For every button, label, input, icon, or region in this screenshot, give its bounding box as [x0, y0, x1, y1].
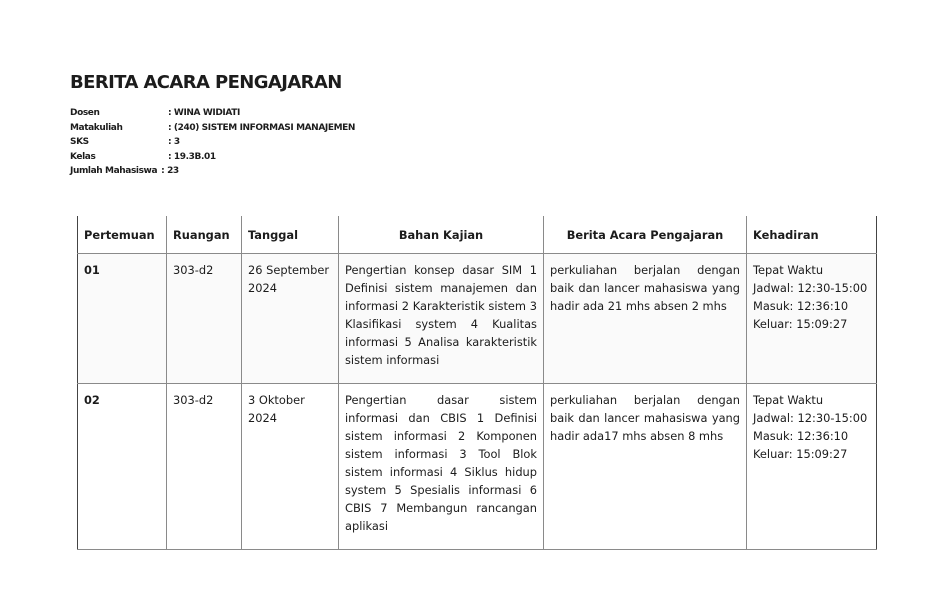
info-value: : WINA WIDIATI [168, 108, 240, 118]
table-row [78, 254, 877, 384]
kehadiran-jadwal: Jadwal: 12:30-15:00 [753, 411, 868, 425]
cell-tanggal: 3 Oktober 2024 [242, 384, 339, 550]
kehadiran-masuk: Masuk: 12:36:10 [753, 299, 849, 313]
info-label: Kelas [70, 151, 96, 162]
table-header-row [78, 216, 877, 254]
info-label: Matakuliah [70, 122, 123, 133]
info-value: : (240) SISTEM INFORMASI MANAJEMEN [168, 122, 356, 133]
page-title: BERITA ACARA PENGAJARAN [70, 72, 342, 93]
kehadiran-jadwal: Jadwal: 12:30-15:00 [753, 281, 868, 295]
info-kelas [70, 150, 355, 165]
cell-tanggal: 26 September 2024 [242, 254, 339, 384]
info-value: : 3 [168, 137, 180, 148]
kehadiran-keluar: Keluar: 15:09:27 [753, 317, 848, 331]
header-pertemuan: Pertemuan [78, 216, 167, 254]
attendance-table-container [77, 216, 876, 533]
table-row [78, 384, 877, 550]
cell-kehadiran [747, 254, 877, 384]
info-value: : 19.3B.01 [168, 151, 216, 162]
info-label: Dosen [70, 108, 100, 118]
info-label: Jumlah Mahasiswa [70, 166, 158, 177]
kehadiran-keluar: Keluar: 15:09:27 [753, 447, 848, 461]
header-berita-acara: Berita Acara Pengajaran [544, 216, 747, 254]
cell-bahan-kajian: Pengertian dasar sistem informasi dan CBIS 1 Definisi sistem informasi 2 Komponen sistem informasi 3 Tool Blok sistem informasi 4 Siklus hidup system 5 Spesialis informasi 6 CBIS 7 Membangun rancangan aplikasi [339, 384, 544, 550]
attendance-table [77, 216, 877, 550]
info-matakuliah [70, 121, 355, 136]
header-kehadiran: Kehadiran [747, 216, 877, 254]
info-value: : 23 [161, 166, 179, 177]
kehadiran-status: Tepat Waktu [753, 263, 824, 277]
cell-bahan-kajian: Pengertian konsep dasar SIM 1 Definisi sistem manajemen dan informasi 2 Karakteristik sistem 3 Klasifikasi system 4 Kualitas informasi 5 Analisa karakteristik sistem informasi [339, 254, 544, 384]
cell-berita-acara: perkuliahan berjalan dengan baik dan lancer mahasiswa yang hadir ada 21 mhs absen 2 mhs [544, 254, 747, 384]
cell-pertemuan: 02 [78, 384, 167, 550]
cell-ruangan: 303-d2 [167, 254, 242, 384]
header-ruangan: Ruangan [167, 216, 242, 254]
cell-kehadiran [747, 384, 877, 550]
course-info [70, 106, 355, 179]
header-bahan-kajian: Bahan Kajian [339, 216, 544, 254]
info-label: SKS [70, 137, 89, 148]
kehadiran-masuk: Masuk: 12:36:10 [753, 429, 849, 443]
header-tanggal: Tanggal [242, 216, 339, 254]
info-sks [70, 135, 355, 150]
kehadiran-status: Tepat Waktu [753, 393, 824, 407]
cell-pertemuan: 01 [78, 254, 167, 384]
info-jumlah-mahasiswa [70, 164, 355, 179]
cell-ruangan: 303-d2 [167, 384, 242, 550]
info-dosen [70, 106, 355, 121]
cell-berita-acara: perkuliahan berjalan dengan baik dan lancer mahasiswa yang hadir ada17 mhs absen 8 mhs [544, 384, 747, 550]
